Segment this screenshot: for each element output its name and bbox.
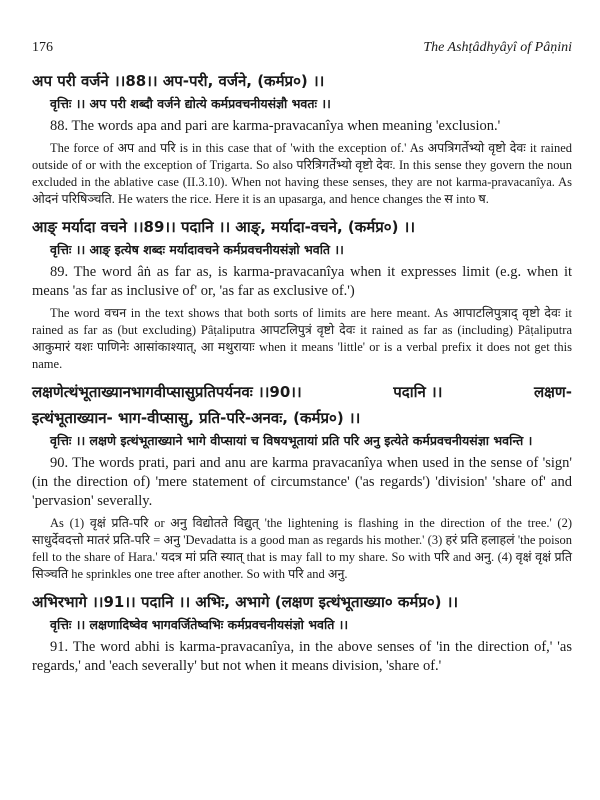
translation-88: 88. The words apa and pari are karma-pravacanîya when meaning 'exclusion.' (50, 118, 501, 134)
translation-91: 91. The word abhi is karma-pravacanîya, in the above senses of 'in the direction of,' 'as regards,' and 'each severally' but not when it means division, 'share of.' (32, 639, 572, 674)
vrtti-90: वृत्तिः ।। लक्षणे इत्थंभूताख्याने भागे वीप्सायां च विषयभूतायां प्रति परि अनु इत्येते कर्मप्रवचनीयसंज्ञा भवन्ति । (50, 433, 533, 448)
translation-89: 89. The word âṅ as far as, is karma-pravacanîya when it expresses limit (e.g. when it means 'as far as inclusive of' or, 'as far as exclusive of.') (32, 264, 572, 299)
sutra-90-line1 (32, 381, 572, 403)
sutra-91: अभिरभागे ।।91।। पदानि ।। अभिः, अभागे (लक्षण इत्थंभूताख्या० कर्मप्र०) ।। (32, 593, 459, 611)
commentary-88: The force of अप and परि is in this case that of 'with the exception of.' As अपत्रिगर्तेभ्यो वृष्टो देवः it rained outside of or with the exception of Trigarta. So also परित्रिगर्तेभ्यो वृष्टो देवः. In this sense they govern the noun excluded in the ablative case (II.3.10). When not having these senses, they are not karma-pravacanîya. As ओदनं परिषिञ्चति. He waters the rice. Here it is an upasarga, and hence changes the स into ष. (32, 141, 572, 206)
commentary-90: As (1) वृक्षं प्रति-परि or अनु विद्योतते विद्युत् 'the lightening is flashing in the direction of the tree.' (2) साधुर्देवदत्तो मातरं प्रति-परि = अनु 'Devadatta is a good man as regards his mother.' (3) हरं प्रति हलाहलं 'the poison fell to the share of Hara.' यदत्र मां प्रति स्यात् that is may fall to my share. So with परि and अनु. (4) वृक्षं वृक्षं प्रति सिञ्चति he sprinkles one tree after another. So with परि and अनु. (32, 516, 572, 581)
sutra-89: आङ् मर्यादा वचने ।।89।। पदानि ।। आङ्, मर्यादा-वचने, (कर्मप्र०) ।। (32, 218, 416, 236)
sutra-90-text: लक्षणेत्थंभूताख्यानभागवीप्सासुप्रतिपर्यनवः ।।90।। (32, 383, 302, 401)
vrtti-88: वृत्तिः ।। अप परी शब्दौ वर्जने द्योत्ये कर्मप्रवचनीयसंज्ञौ भवतः ।। (50, 96, 331, 111)
vrtti-89: वृत्तिः ।। आङ् इत्येष शब्दः मर्यादावचने कर्मप्रवचनीयसंज्ञो भवति ।। (50, 242, 344, 257)
book-title: The Ashṭâdhyâyî of Pâṇini (423, 40, 572, 55)
book-page (32, 40, 572, 680)
translation-90: 90. The words prati, pari and anu are karma pravacanîya when used in the sense of 'sign' (in the direction of) 'mere statement of circumstance' ('as regards') 'division' 'share of' and 'pervasion' severally. (32, 455, 572, 509)
vrtti-91: वृत्तिः ।। लक्षणादिष्वेव भागवर्जितेष्वभिः कर्मप्रवचनीयसंज्ञो भवति ।। (50, 617, 349, 632)
running-header (32, 40, 572, 56)
sutra-90-padani: पदानि ।। (393, 383, 443, 401)
commentary-89: The word वचन in the text shows that both sorts of limits are here meant. As आपाटलिपुत्राद् वृष्टो देवः it rained as far as (but excluding) Pâṭaliputra आपटलिपुत्रं वृष्टो देवः it rained as far as (including) Pâṭaliputra आकुमारं यशः पाणिनेः आसांकाश्यात्, आ मथुरायाः when it means 'little' or is a verbal prefix it does not get this name. (32, 306, 572, 371)
sutra-90-line2: इत्थंभूताख्यान- भाग-वीप्सासु, प्रति-परि-अनवः, (कर्मप्र०) ।। (32, 409, 361, 427)
sutra-88: अप परी वर्जने ।।88।। अप-परी, वर्जने, (कर्मप्र०) ।। (32, 72, 325, 90)
sutra-90-lakshana: लक्षण- (534, 383, 572, 401)
page-number: 176 (32, 40, 53, 55)
